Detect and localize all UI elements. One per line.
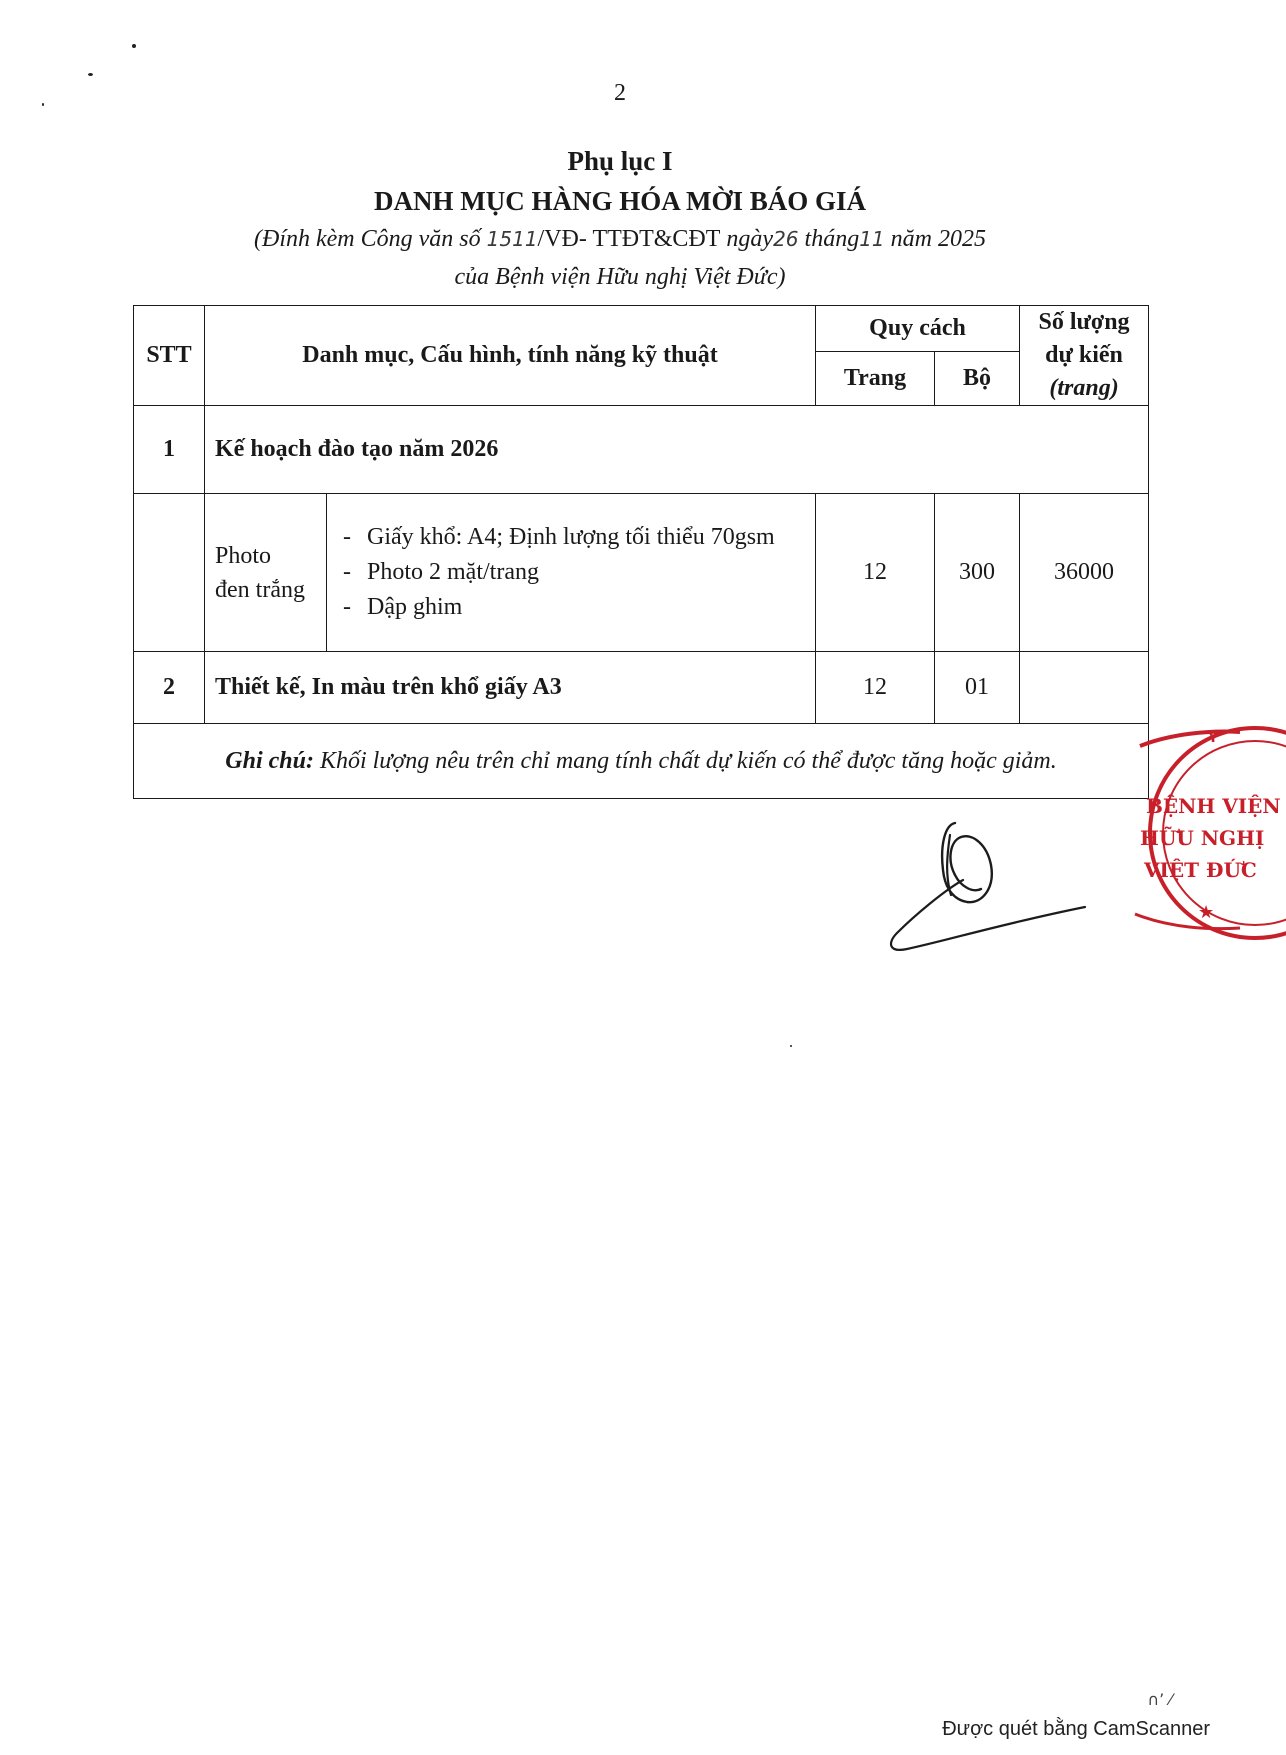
subtitle-line-2: của Bệnh viện Hữu nghị Việt Đức) [454,264,786,290]
handwritten-day: 26 [773,227,799,251]
stamp-line-2: HỮU NGHỊ [1140,826,1265,850]
row-sets: 300 [935,494,1020,652]
page-number: 2 [614,80,626,106]
row-stt: 1 [134,406,205,494]
stamp-line-1: BỆNH VIỆN [1146,794,1281,818]
row-item-name-line1: Photo [215,542,272,569]
scan-speck [790,1045,792,1047]
subtitle-month-label: tháng [798,226,860,252]
subtitle-day-label: ngày [720,226,774,252]
stamp-text [1140,790,1286,886]
scan-speck [88,73,93,76]
header-quantity-line2: dự kiến [1045,342,1123,368]
row-quantity: 36000 [1020,494,1149,652]
note-label: Ghi chú: [225,747,314,774]
scan-speck [132,44,136,48]
header-stt: STT [134,306,205,406]
header-row-1 [134,306,1149,352]
row-item: Thiết kế, In màu trên khổ giấy A3 [205,652,816,724]
row-item-name [205,494,327,652]
row-stt: 2 [134,652,205,724]
spec-item: - Photo 2 mặt/trang [337,555,805,590]
table-row [134,406,1149,494]
table-row [134,652,1149,724]
row-item-specs [327,494,816,652]
official-stamp [1130,718,1281,948]
header-pages: Trang [816,352,935,406]
header-sets: Bộ [935,352,1020,406]
scanner-watermark: Được quét bằng CamScanner [942,1718,1210,1740]
row-pages: 12 [816,494,935,652]
header-quantity-line1: Số lượng [1038,309,1130,335]
header-quantity-unit: (trang) [1049,375,1119,401]
subtitle-office-code: /VĐ- TTĐT&CĐT [537,226,721,252]
goods-table [133,305,1149,799]
row-item: Kế hoạch đào tạo năm 2026 [205,406,1149,494]
spec-item: - Dập ghim [337,590,805,625]
note-row [134,724,1149,799]
scanner-mark: ∩’ ⁄ [1147,1690,1172,1709]
row-quantity [1020,652,1149,724]
spec-item: - Giấy khổ: A4; Định lượng tối thiểu 70gsm [337,520,805,555]
document-title: DANH MỤC HÀNG HÓA MỜI BÁO GIÁ [374,186,866,216]
subtitle-line-1 [0,226,1240,253]
appendix-title: Phụ lục I [567,146,673,176]
note-cell [134,724,1149,799]
header-item: Danh mục, Cấu hình, tính năng kỹ thuật [205,306,816,406]
row-stt-empty [134,494,205,652]
handwritten-month: 11 [859,227,885,251]
subtitle-prefix: (Đính kèm Công văn số [254,226,487,252]
row-pages: 12 [816,652,935,724]
table-row [134,494,1149,652]
header-quantity [1020,306,1149,406]
handwritten-signature [885,815,1095,955]
handwritten-doc-number: 1511 [486,227,538,251]
spec-list [337,520,805,625]
row-item-name-line2: đen trắng [215,576,305,603]
svg-text:Y: Y [1208,730,1219,746]
scan-speck [42,103,44,106]
stamp-line-3: VIỆT ĐỨC [1144,858,1257,882]
note-text: Khối lượng nêu trên chỉ mang tính chất dự kiến có thể được tăng hoặc giảm. [313,747,1057,774]
header-spec-group: Quy cách [816,306,1020,352]
svg-text:★: ★ [1198,902,1215,923]
subtitle-year: năm 2025 [884,226,986,252]
row-sets: 01 [935,652,1020,724]
